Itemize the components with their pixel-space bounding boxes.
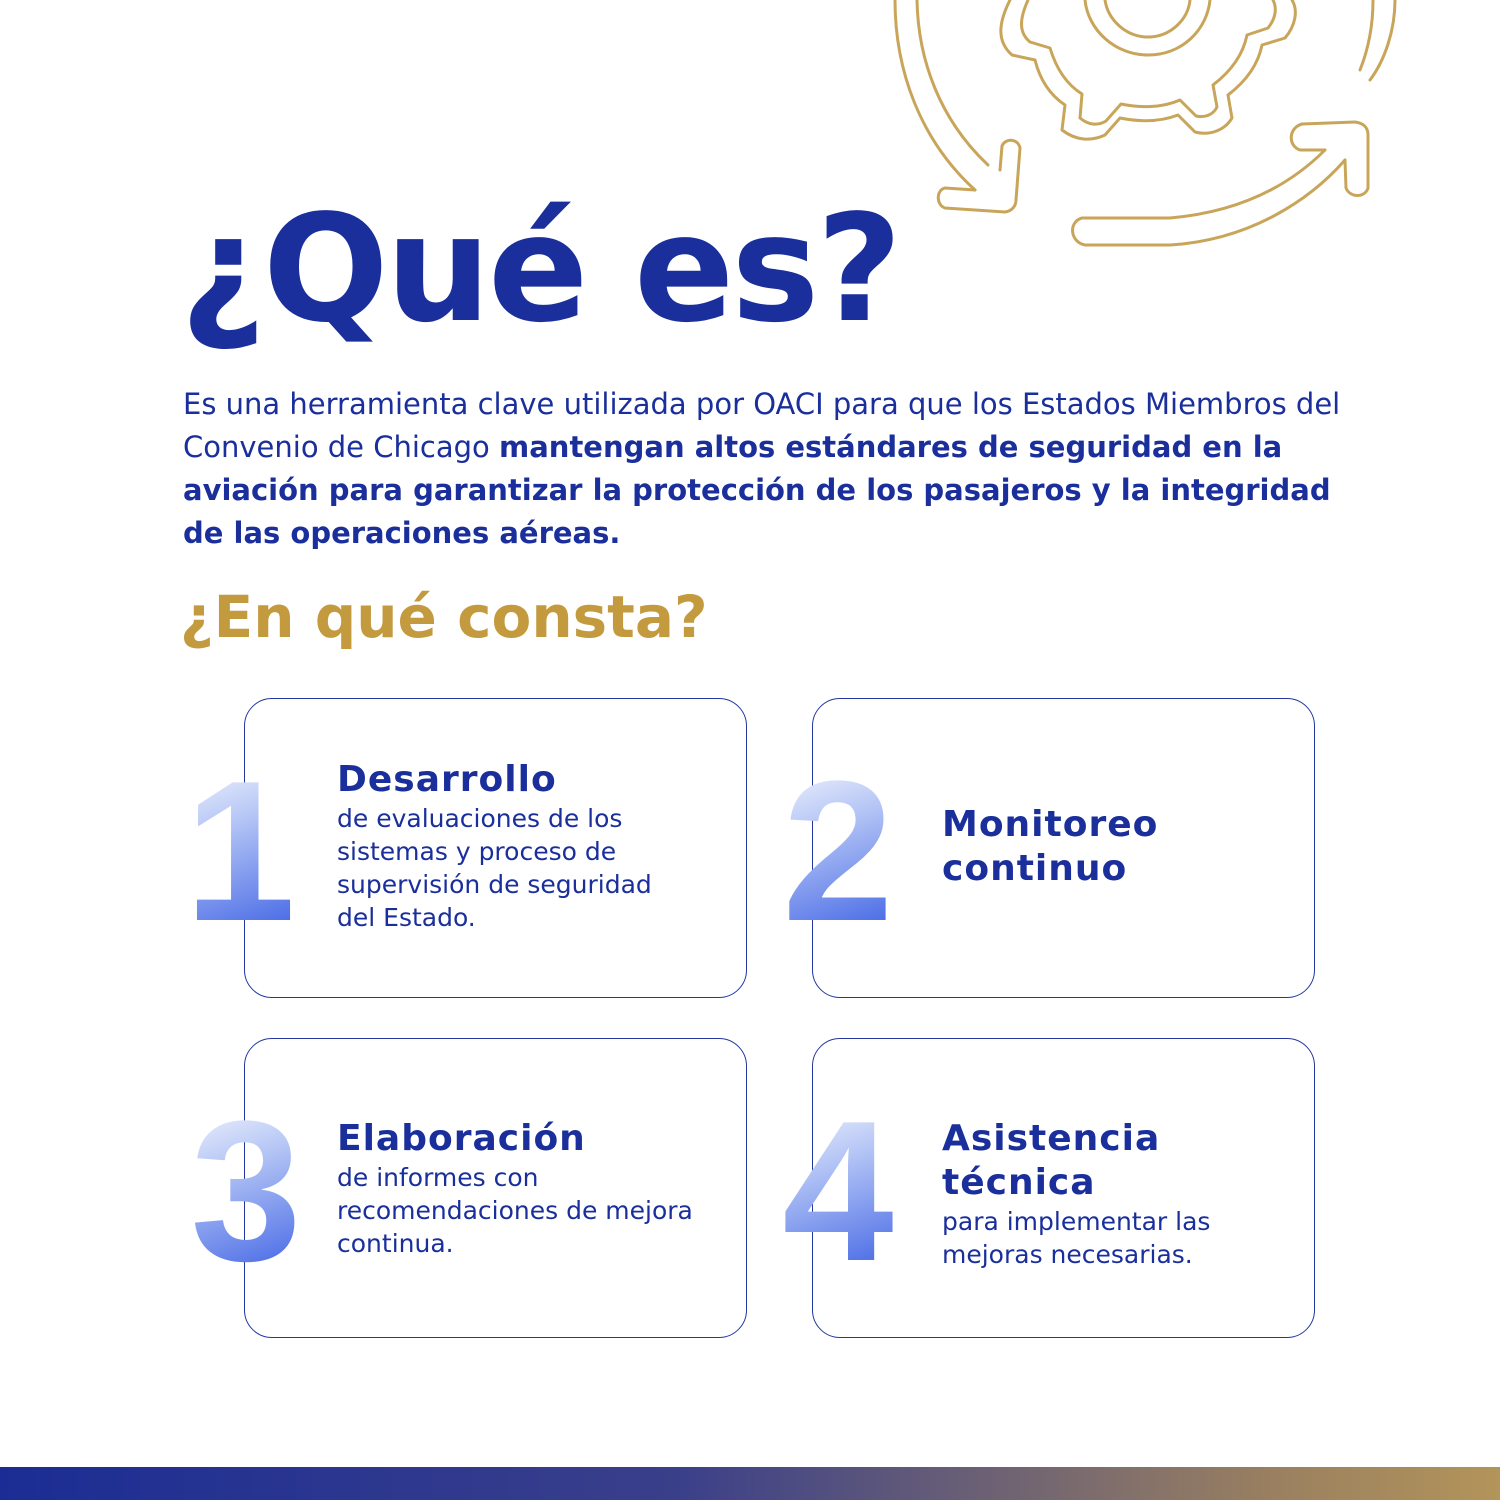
card-2-text — [942, 803, 1262, 891]
card-number-4: 4 — [778, 1092, 898, 1292]
card-3-description: de informes con recomendaciones de mejora continua. — [337, 1163, 693, 1258]
card-1-text — [337, 758, 697, 934]
card-number-3: 3 — [186, 1092, 306, 1292]
card-2-title: Monitoreo continuo — [942, 804, 1159, 889]
gear-cycle-icon — [880, 0, 1420, 260]
intro-paragraph — [183, 383, 1363, 555]
intro-regular-text: Es una herramienta clave utilizada por OACI para que los Estados Miembros del Convenio de Chicago — [183, 387, 1341, 464]
bottom-gradient-bar — [0, 1467, 1500, 1500]
card-number-2: 2 — [778, 752, 898, 952]
card-1-description: de evaluaciones de los sistemas y proceso de supervisión de seguridad del Estado. — [337, 804, 652, 932]
card-3-text — [337, 1117, 697, 1260]
intro-bold-text: mantengan altos estándares de seguridad en la aviación para garantizar la protección de los pasajeros y la integridad de las operaciones aéreas. — [183, 430, 1331, 550]
card-4-title: Asistencia técnica — [942, 1118, 1161, 1203]
card-3-title: Elaboración — [337, 1118, 586, 1159]
card-4-description: para implementar las mejoras necesarias. — [942, 1207, 1211, 1269]
section-title: ¿En qué consta? — [180, 583, 708, 651]
card-number-1: 1 — [180, 752, 300, 952]
page-title: ¿Qué es? — [180, 183, 900, 355]
card-4-text — [942, 1117, 1262, 1271]
card-1-title: Desarrollo — [337, 759, 557, 800]
